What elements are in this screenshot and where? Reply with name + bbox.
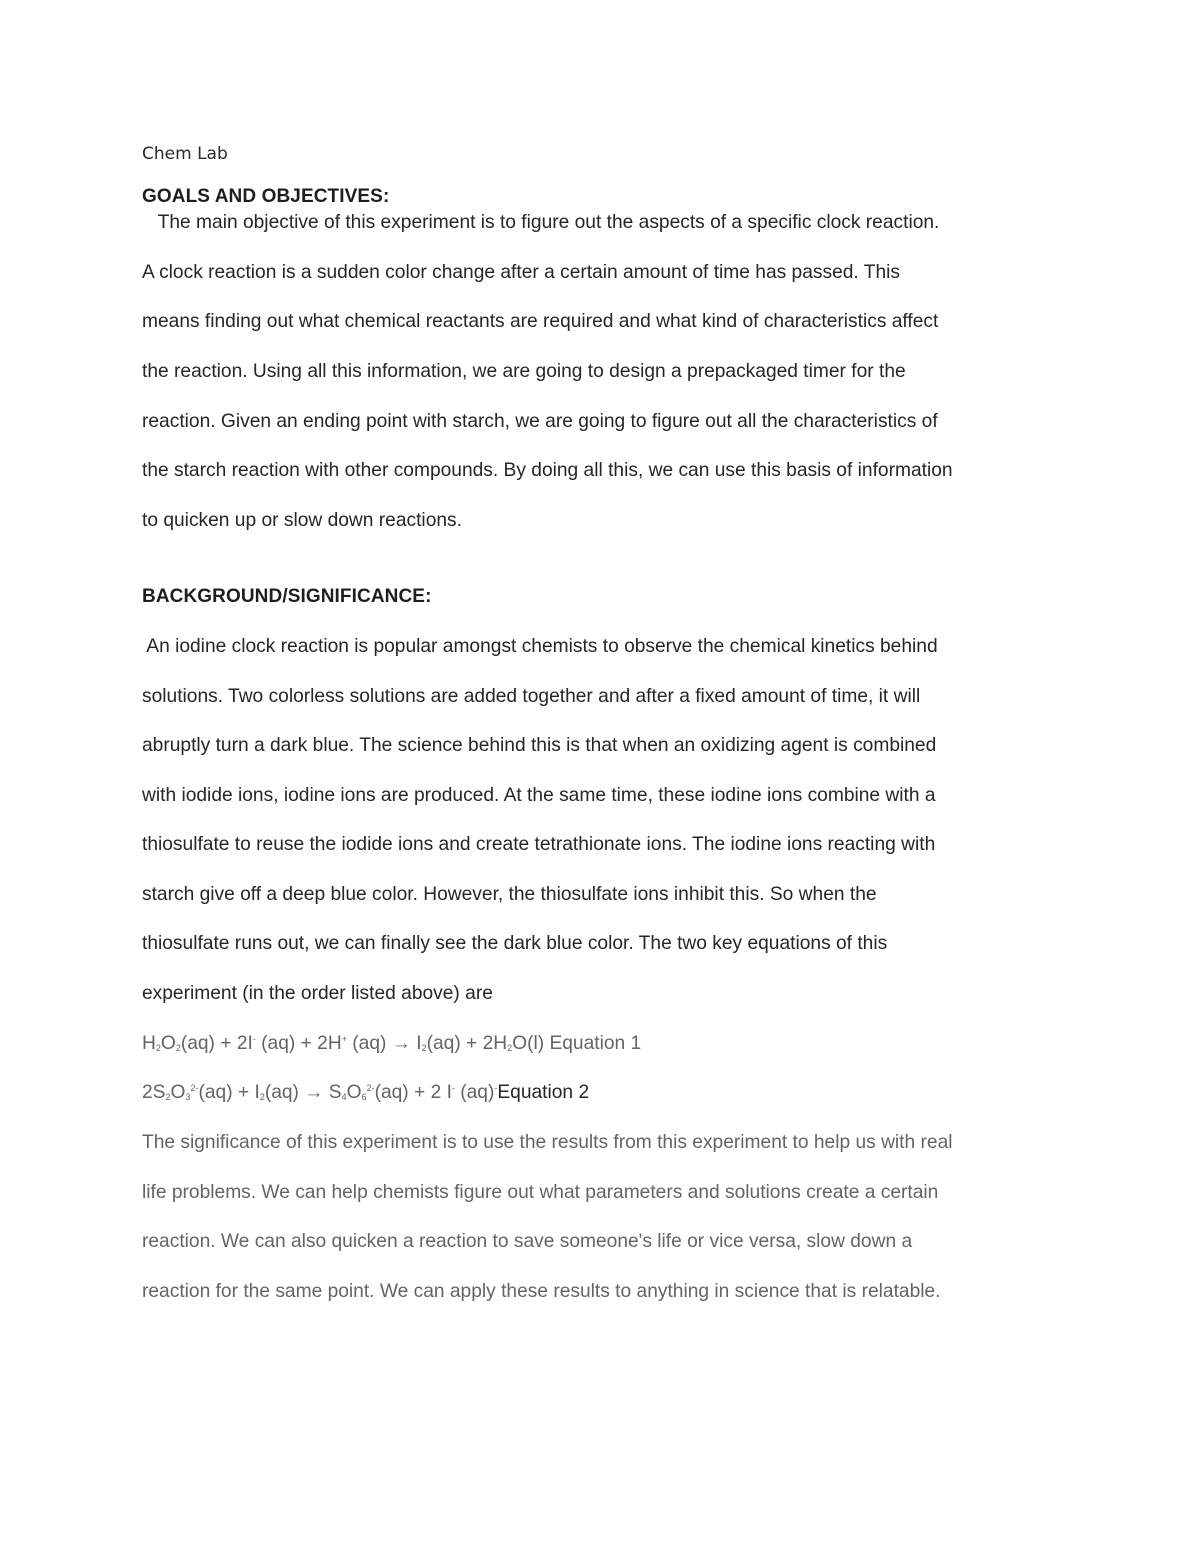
- significance-paragraph-line: life problems. We can help chemists figure out what parameters and solutions create a certain: [142, 1182, 939, 1203]
- background-paragraph-line: thiosulfate runs out, we can finally see the dark blue color. The two key equations of this: [142, 933, 888, 954]
- goals-paragraph-line: The main objective of this experiment is to figure out the aspects of a specific clock reaction.: [142, 212, 940, 233]
- goals-paragraph-line: reaction. Given an ending point with starch, we are going to figure out all the characteristics of: [142, 411, 938, 432]
- significance-paragraph-line: reaction. We can also quicken a reaction to save someone's life or vice versa, slow down a: [142, 1231, 913, 1252]
- document-title: Chem Lab: [142, 144, 228, 164]
- background-paragraph-line: experiment (in the order listed above) are: [142, 983, 493, 1004]
- goals-heading: GOALS AND OBJECTIVES:: [142, 186, 390, 207]
- goals-paragraph-line: means finding out what chemical reactants are required and what kind of characteristics affect: [142, 311, 939, 332]
- background-paragraph-line: abruptly turn a dark blue. The science behind this is that when an oxidizing agent is combined: [142, 735, 937, 756]
- significance-paragraph-line: reaction for the same point. We can apply these results to anything in science that is relatable.: [142, 1281, 941, 1302]
- background-paragraph-line: starch give off a deep blue color. However, the thiosulfate ions inhibit this. So when the: [142, 884, 877, 905]
- goals-paragraph-line: to quicken up or slow down reactions.: [142, 510, 462, 531]
- background-paragraph-line: An iodine clock reaction is popular amongst chemists to observe the chemical kinetics behind: [142, 636, 938, 657]
- goals-paragraph-line: A clock reaction is a sudden color change after a certain amount of time has passed. This: [142, 262, 900, 283]
- significance-paragraph-line: The significance of this experiment is to use the results from this experiment to help us with real: [142, 1132, 953, 1153]
- equation-1: $H_2O_2(aq) + 2I^-$ (aq) + 2H+ $(aq) \to I_2(aq) + 2H_2O(l)$ Equation 1: [142, 1033, 642, 1054]
- background-heading: BACKGROUND/SIGNIFICANCE:: [142, 586, 432, 607]
- background-paragraph-line: with iodide ions, iodine ions are produced. At the same time, these iodine ions combine with a: [142, 785, 936, 806]
- background-paragraph-line: thiosulfate to reuse the iodide ions and create tetrathionate ions. The iodine ions reacting with: [142, 834, 936, 855]
- goals-paragraph-line: the reaction. Using all this information, we are going to design a prepackaged timer for the: [142, 361, 906, 382]
- equation-2: $2S_2O_3^{2-}(aq) + I_2(aq) \to S_4O_6^{2-}(aq) + 2$ I- (aq)-Equation 2: [142, 1082, 590, 1103]
- background-paragraph-line: solutions. Two colorless solutions are added together and after a fixed amount of time, it will: [142, 686, 921, 707]
- goals-paragraph-line: the starch reaction with other compounds. By doing all this, we can use this basis of information: [142, 460, 953, 481]
